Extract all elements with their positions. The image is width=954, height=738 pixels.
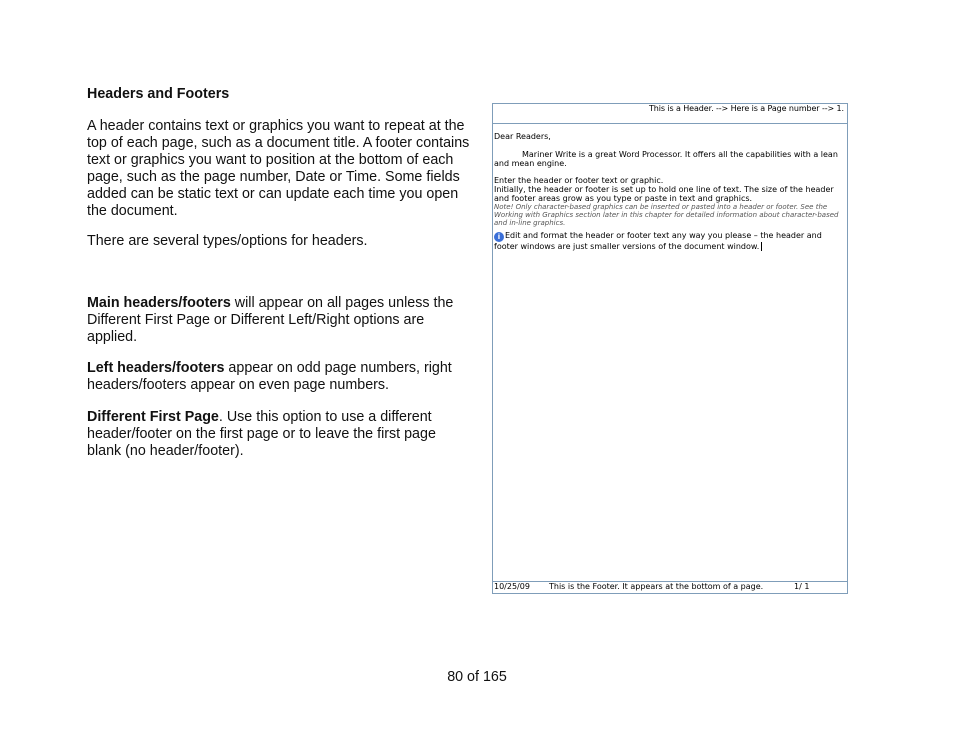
body-line-1: Mariner Write is a great Word Processor. It offers all the capabilities with a lean and mean engine. [494,150,838,168]
body-line-4-text: Edit and format the header or footer text any way you please – the header and footer windows are just smaller versions of the document window. [494,231,822,251]
note-text: Note! Only character-based graphics can be inserted or pasted into a header or footer. See the Working with Graphics section later in this chapter for detailed information about character-based and in-line graphics. [494,203,839,227]
main-headers-paragraph [87,295,472,346]
footer-area[interactable] [493,581,847,593]
article-column [87,86,472,459]
page-number: 80 of 165 [447,669,507,685]
first-page-term: Different First Page [87,409,219,425]
document-window-screenshot [492,103,848,594]
footer-page-count: 1/ 1 [794,582,810,591]
body-line-2: Enter the header or footer text or graphic. [494,176,664,185]
left-headers-desc: appear on odd page numbers, right headers/footers appear on even page numbers. [87,360,452,393]
main-headers-term: Main headers/footers [87,295,231,311]
left-headers-paragraph [87,360,472,394]
types-paragraph: There are several types/options for headers. [87,233,368,249]
header-text: This is a Header. --> Here is a Page number --> 1. [649,104,844,113]
first-page-paragraph [87,409,472,460]
text-cursor [761,242,762,251]
footer-date: 10/25/09 [494,582,530,591]
greeting-line: Dear Readers, [494,132,551,141]
section-heading: Headers and Footers [87,86,230,102]
info-icon: i [494,232,504,242]
header-area[interactable] [493,104,847,124]
left-headers-term: Left headers/footers [87,360,225,376]
main-headers-desc: will appear on all pages unless the Different First Page or Different Left/Right options are applied. [87,295,454,345]
intro-paragraph: A header contains text or graphics you want to repeat at the top of each page, such as a document title. A footer contains text or graphics you want to position at the bottom of each page, such as the page number, Date or Time. Some fields added can be static text or can update each time you open the document. [87,118,470,219]
body-line-4 [494,231,846,251]
document-body[interactable] [494,132,846,251]
footer-text: This is the Footer. It appears at the bottom of a page. [549,582,764,591]
first-page-desc: . Use this option to use a different header/footer on the first page or to leave the first page blank (no header/footer). [87,409,436,459]
body-line-3: Initially, the header or footer is set up to hold one line of text. The size of the header and footer areas grow as you type or paste in text and graphics. [494,185,834,203]
